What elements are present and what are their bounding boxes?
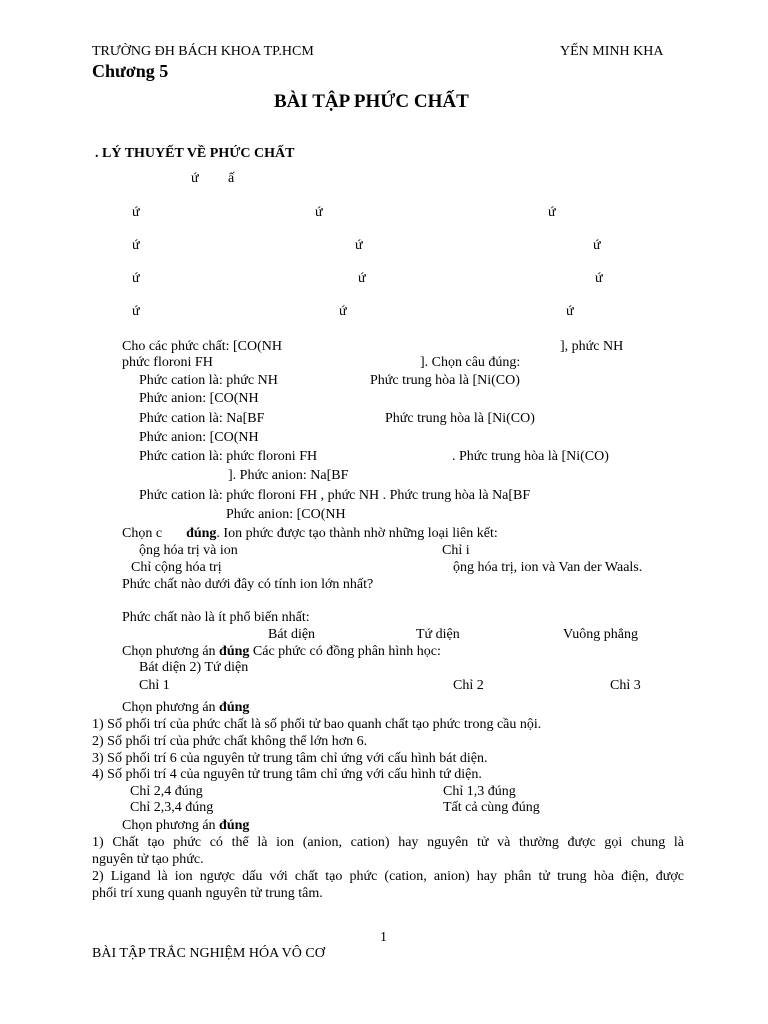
answer-option: Chỉ cộng hóa trị — [131, 560, 222, 575]
answer-option: Bát diện — [268, 627, 316, 642]
question-text: Phức chất nào là ít phổ biến nhất: — [122, 610, 310, 625]
answer-option: Chỉ 2,3,4 đúng — [130, 800, 214, 815]
answer-option: Chỉ 3 — [610, 678, 641, 693]
statement: phối trí xung quanh nguyên tử trung tâm. — [92, 886, 323, 901]
author-name: YẾN MINH KHA — [560, 44, 664, 59]
question-prefix: Chọn phương án — [122, 700, 220, 715]
fragment-text: ứ — [132, 205, 140, 220]
answer-option: Chỉ 1,3 đúng — [443, 784, 516, 799]
answer-option: Vuông phẳng — [563, 627, 638, 642]
emphasis-word: đúng — [186, 526, 217, 541]
question-text — [122, 819, 249, 833]
emphasis-word: đúng — [219, 818, 250, 833]
question-text — [122, 527, 498, 541]
question-suffix: . Ion phức được tạo thành nhờ những loại liên kết: — [216, 526, 498, 541]
statement: 1) Chất tạo phức có thể là ion (anion, cation) hay nguyên tử và thường được gọi chung là — [92, 835, 684, 850]
question-text: ], phức NH — [560, 339, 624, 354]
question-text — [122, 701, 249, 715]
question-text — [122, 645, 441, 659]
fragment-text: ứ — [132, 304, 140, 319]
school-name: TRƯỜNG ĐH BÁCH KHOA TP.HCM — [92, 44, 314, 59]
page-number: 1 — [380, 930, 387, 945]
statement: 2) Số phối trí của phức chất không thể lớn hơn 6. — [92, 734, 368, 749]
statement: 2) Ligand là ion ngược dấu với chất tạo phức (cation, anion) hay phân tử trung hòa điện, được — [92, 869, 684, 884]
page-title: BÀI TẬP PHỨC CHẤT — [274, 91, 469, 112]
answer-option: Chỉ 1 — [139, 678, 170, 693]
fragment-text: ứ — [315, 205, 323, 220]
answer-option: ộng hóa trị, ion và Van der Waals. — [453, 560, 643, 575]
question-text: Phức chất nào dưới đây có tính ion lớn nhất? — [122, 577, 374, 592]
answer-option: ộng hóa trị và ion — [139, 543, 238, 558]
answer-option: Phức cation là: Na[BF — [139, 411, 265, 426]
statement: nguyên tử tạo phức. — [92, 852, 204, 867]
answer-option: . Phức trung hòa là [Ni(CO) — [452, 449, 609, 464]
emphasis-word: đúng — [219, 700, 250, 715]
answer-option: Tứ diện — [416, 627, 460, 642]
statement: 1) Số phối trí của phức chất là số phối tử bao quanh chất tạo phức trong cầu nội. — [92, 717, 542, 732]
answer-option: Phức trung hòa là [Ni(CO) — [385, 411, 535, 426]
answer-option: Tất cả cùng đúng — [443, 800, 540, 815]
fragment-text: ứ — [566, 304, 574, 319]
question-text: phức floroni FH — [122, 355, 213, 370]
fragment-text: ứ — [593, 238, 601, 253]
statement: 3) Số phối trí 6 của nguyên tử trung tâm chỉ ứng với cấu hình bát diện. — [92, 751, 488, 766]
emphasis-word: đúng — [219, 644, 250, 659]
fragment-text: ứ — [355, 238, 363, 253]
question-prefix: Chọn phương án — [122, 644, 220, 659]
answer-option: Phức anion: [CO(NH — [139, 430, 259, 445]
answer-option: Phức anion: [CO(NH — [226, 507, 346, 522]
section-heading: . LÝ THUYẾT VỀ PHỨC CHẤT — [95, 146, 295, 161]
question-text: Cho các phức chất: [CO(NH — [122, 339, 282, 354]
question-suffix: Các phức có đồng phân hình học: — [249, 644, 441, 659]
fragment-text: ứ — [132, 238, 140, 253]
question-prefix: Chọn c — [122, 526, 163, 541]
question-text: ]. Chọn câu đúng: — [420, 355, 521, 370]
fragment-text: ứ — [358, 271, 366, 286]
fragment-text: ứ — [595, 271, 603, 286]
answer-option: Phức cation là: phức floroni FH — [139, 449, 318, 464]
answer-option: Chỉ i — [442, 543, 470, 558]
fragment-text: ứ — [191, 171, 199, 186]
question-prefix: Chọn phương án — [122, 818, 220, 833]
answer-option: Phức trung hòa là [Ni(CO) — [370, 373, 520, 388]
answer-option: ]. Phức anion: Na[BF — [228, 468, 349, 483]
fragment-text: ấ — [228, 171, 235, 186]
answer-option: Chỉ 2,4 đúng — [130, 784, 203, 799]
chapter-label: Chương 5 — [92, 61, 169, 81]
fragment-text: ứ — [548, 205, 556, 220]
fragment-text: ứ — [132, 271, 140, 286]
answer-option: Phức anion: [CO(NH — [139, 391, 259, 406]
fragment-text: ứ — [339, 304, 347, 319]
footer-text: BÀI TẬP TRẮC NGHIỆM HÓA VÔ CƠ — [92, 946, 325, 961]
answer-option: Chỉ 2 — [453, 678, 484, 693]
answer-option: Phức cation là: phức floroni FH , phức NH . Phức trung hòa là Na[BF — [139, 488, 531, 503]
answer-option: Bát diện 2) Tứ diện — [139, 660, 249, 675]
statement: 4) Số phối trí 4 của nguyên tử trung tâm chỉ ứng với cấu hình tứ diện. — [92, 767, 482, 782]
answer-option: Phức cation là: phức NH — [139, 373, 278, 388]
